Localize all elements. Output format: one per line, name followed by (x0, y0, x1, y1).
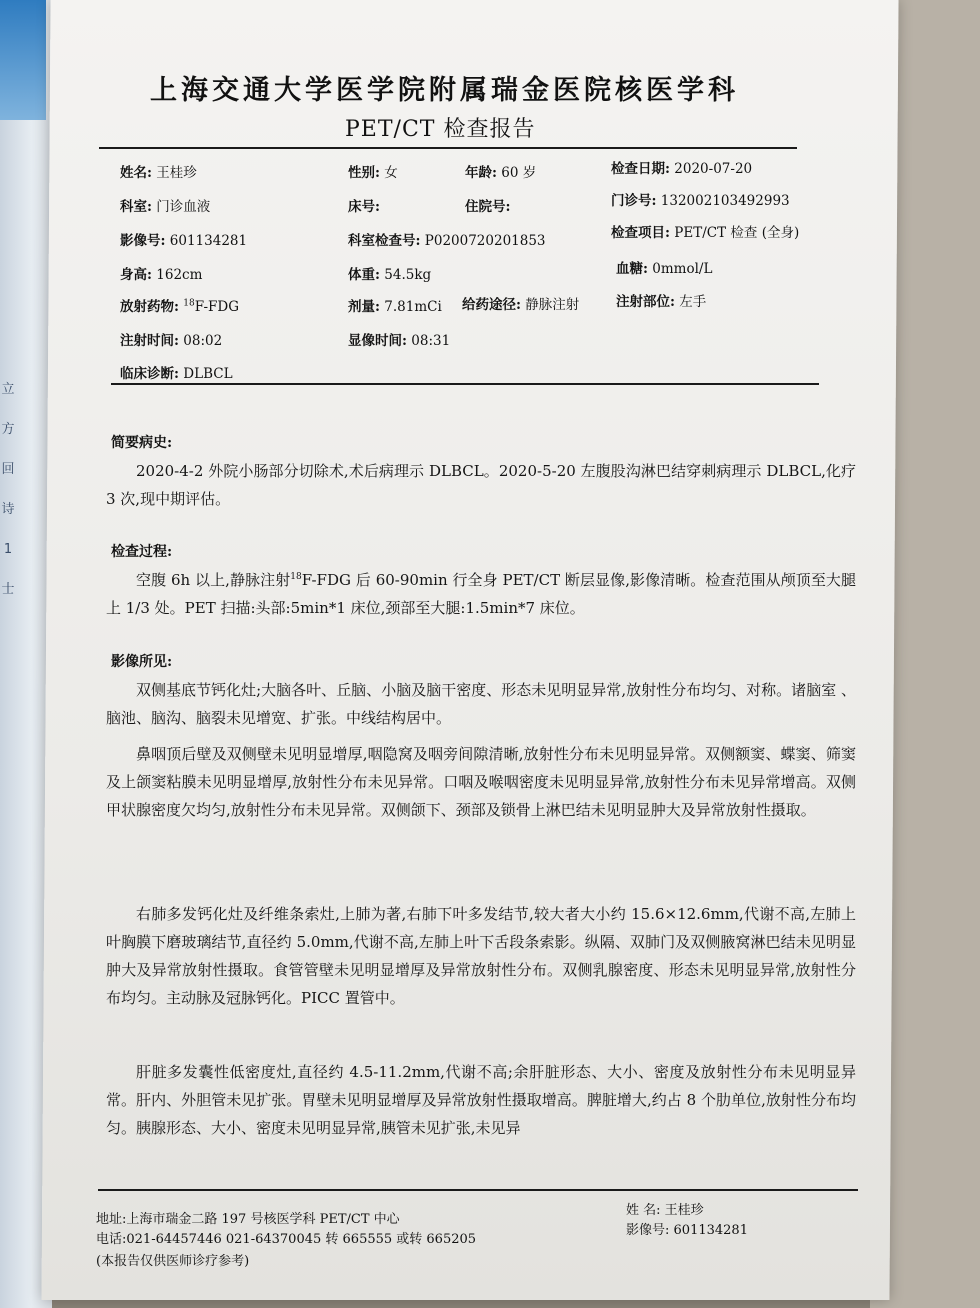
book-char: 1 (3, 542, 13, 557)
footer-image-no: 影像号: 601134281 (626, 1223, 748, 1238)
book-cover-top (0, 0, 46, 120)
field-outpatient-no: 门诊号: 132002103492993 (611, 193, 790, 209)
field-imaging-time: 显像时间: 08:31 (348, 333, 451, 349)
field-injection-site: 注射部位: 左手 (616, 294, 707, 310)
field-gender: 性别: 女 (348, 165, 398, 181)
field-name: 姓名: 王桂珍 (120, 165, 197, 181)
findings-paragraph-head-neck: 鼻咽顶后壁及双侧壁未见明显增厚,咽隐窝及咽旁间隙清晰,放射性分布未见明显异常。双侧额窦、蝶窦、筛窦及上颌窦粘膜未见明显增厚,放射性分布未见异常。口咽及喉咽密度未见明显异常,放射性分布未见异常增高。双侧甲状腺密度欠均匀,放射性分布未见异常。双侧颌下、颈部及锁骨上淋巴结未见明显肿大及异常放射性摄取。 (106, 745, 856, 819)
book-char: 诗 (1, 502, 15, 517)
field-blood-sugar: 血糖: 0mmol/L (616, 261, 713, 277)
field-exam-date: 检查日期: 2020-07-20 (611, 161, 753, 177)
field-dose: 剂量: 7.81mCi (348, 299, 442, 315)
book-char: 回 (1, 462, 15, 477)
field-injection-time: 注射时间: 08:02 (120, 333, 223, 349)
hospital-title: 上海交通大学医学院附属瑞金医院核医学科 (150, 75, 739, 106)
book-side-text (0, 370, 16, 610)
field-bed: 床号: (348, 199, 380, 215)
value-name: 王桂珍 (156, 165, 197, 181)
field-radiopharmaceutical: 放射药物: $^{18}$F-FDG (120, 298, 240, 315)
footer-note: (本报告仅供医师诊疗参考) (96, 1254, 250, 1269)
findings-paragraph-brain: 双侧基底节钙化灶;大脑各叶、丘脑、小脑及脑干密度、形态未见明显异常,放射性分布均匀、对称。诸脑室 、脑池、脑沟、脑裂未见增宽、扩张。中线结构居中。 (106, 681, 856, 727)
book-char: 立 (1, 382, 15, 397)
field-route: 给药途径: 静脉注射 (462, 297, 580, 313)
footer-name: 姓 名: 王桂珍 (626, 1203, 704, 1218)
field-exam-item: 检查项目: PET/CT 检查 (全身) (611, 225, 800, 241)
section-title-procedure: 检查过程: (111, 544, 173, 560)
book-char: 方 (1, 422, 15, 437)
field-height: 身高: 162cm (120, 267, 203, 283)
field-admission-no: 住院号: (465, 199, 511, 215)
field-department: 科室: 门诊血液 (120, 199, 211, 215)
procedure-paragraph: 空腹 6h 以上,静脉注射$^{18}$F-FDG 后 60-90min 行全身 PET/CT 断层显像,影像清晰。检查范围从颅顶至大腿上 1/3 处。PET 扫描:头部:5min*1 床位,颈部至大腿:1.5min*7 床位。 (106, 571, 857, 617)
field-age: 年龄: 60 岁 (465, 165, 537, 181)
footer-rule (98, 1189, 858, 1191)
section-title-findings: 影像所见: (111, 654, 173, 670)
book-char: 士 (1, 582, 15, 597)
field-weight: 体重: 54.5kg (348, 267, 432, 283)
field-diagnosis: 临床诊断: DLBCL (120, 366, 233, 382)
report-title: PET/CT 检查报告 (345, 117, 536, 142)
section-title-history: 简要病史: (111, 435, 173, 451)
field-dept-exam-no: 科室检查号: P0200720201853 (348, 233, 546, 249)
info-rule (111, 383, 819, 385)
header-rule (99, 147, 797, 149)
history-paragraph: 2020-4-2 外院小肠部分切除术,术后病理示 DLBCL。2020-5-20 左腹股沟淋巴结穿刺病理示 DLBCL,化疗 3 次,现中期评估。 (106, 462, 856, 508)
findings-paragraph-abdomen: 肝脏多发囊性低密度灶,直径约 4.5-11.2mm,代谢不高;余肝脏形态、大小、密度及放射性分布未见明显异常。肝内、外胆管未见扩张。胃壁未见明显增厚及异常放射性摄取增高。脾脏增大,约占 8 个肋单位,放射性分布均匀。胰腺形态、大小、密度未见明显异常,胰管未见扩张,未见异 (106, 1063, 856, 1137)
field-image-no: 影像号: 601134281 (120, 233, 248, 249)
footer-phone: 电话:021-64457446 021-64370045 转 665555 或转 665205 (96, 1232, 477, 1247)
findings-paragraph-chest: 右肺多发钙化灶及纤维条索灶,上肺为著,右肺下叶多发结节,较大者大小约 15.6×12.6mm,代谢不高,左肺上叶胸膜下磨玻璃结节,直径约 5.0mm,代谢不高,左肺上叶下舌段条索影。纵隔、双肺门及双侧腋窝淋巴结未见明显肿大及异常放射性摄取。食管管壁未见明显增厚及异常放射性分布。双侧乳腺密度、形态未见明显异常,放射性分布均匀。主动脉及冠脉钙化。PICC 置管中。 (106, 905, 856, 1007)
footer-address: 地址:上海市瑞金二路 197 号核医学科 PET/CT 中心 (96, 1212, 400, 1227)
